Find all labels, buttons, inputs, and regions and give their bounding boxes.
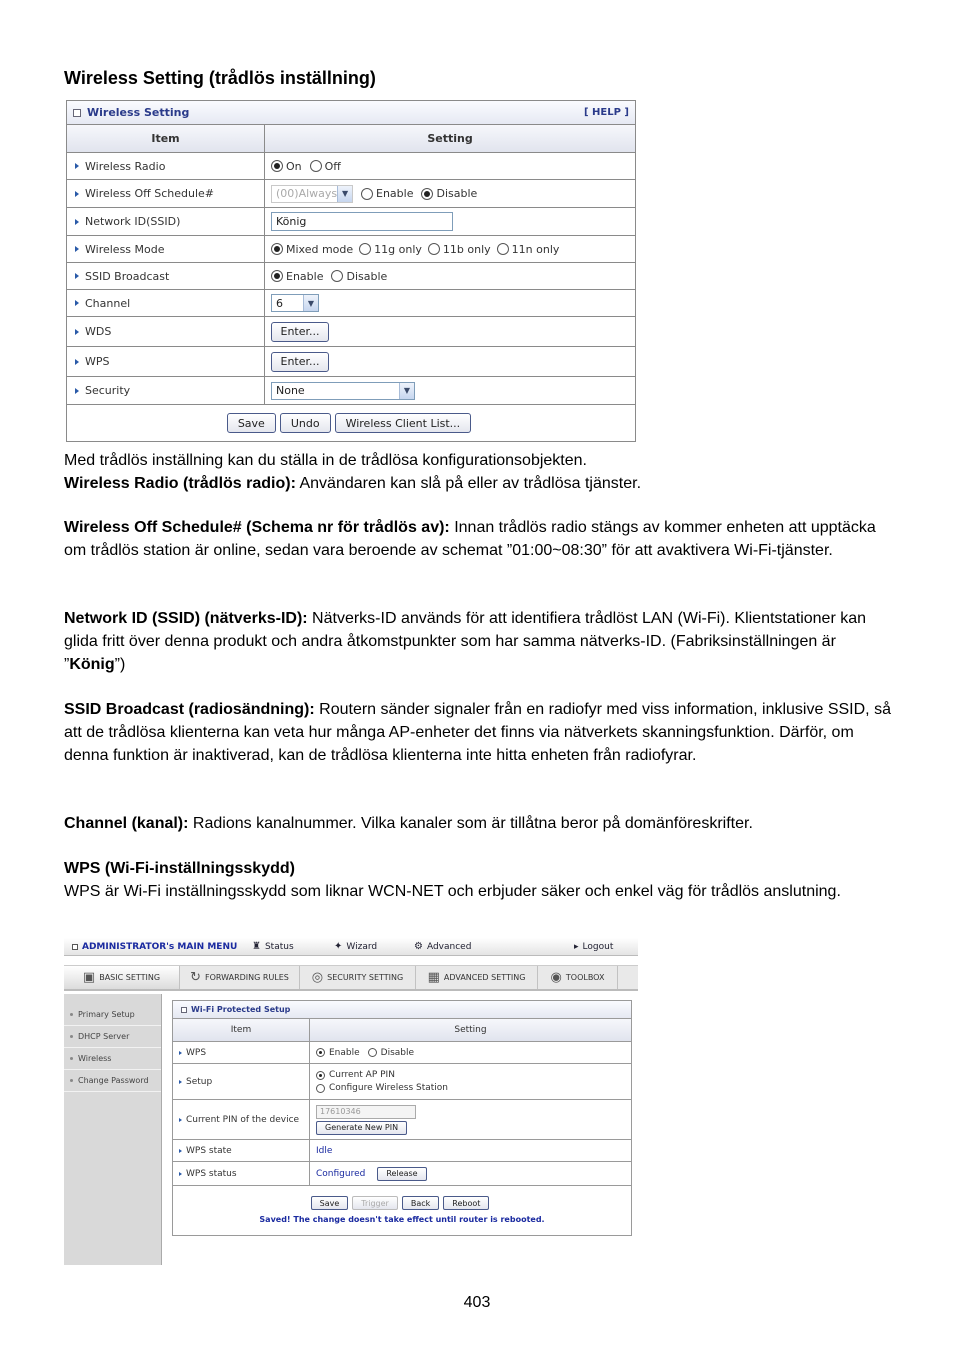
term-wireless-radio: Wireless Radio (trådlös radio): bbox=[64, 474, 296, 492]
square-icon bbox=[72, 944, 78, 950]
desc-ssid-broadcast: Routern sänder signaler från en radiofyr med viss information, inklusive SSID, så att de trådlösa klienterna kan veta hur många AP-enheter det finns via nätverkets skanningsfunktion. Därför, om denna funktion är inaktiverad, kan de trådlösa klienterna inte hitta enheten från radiofyrar. bbox=[64, 701, 891, 764]
row-label: WDS bbox=[85, 325, 112, 338]
row-label: WPS state bbox=[186, 1145, 232, 1156]
radio-icon[interactable] bbox=[310, 160, 322, 172]
row-current-pin bbox=[173, 1100, 631, 1140]
arrow-icon bbox=[179, 1118, 182, 1122]
panel-titlebar bbox=[67, 101, 635, 125]
term-ssid-broadcast: SSID Broadcast (radiosändning): bbox=[64, 701, 315, 718]
term-ssid: Network ID (SSID) (nätverks-ID): bbox=[64, 610, 308, 627]
basic-setting-icon: ▣ bbox=[82, 970, 96, 985]
arrow-icon bbox=[179, 1051, 182, 1055]
arrow-icon bbox=[75, 273, 79, 279]
channel-select[interactable] bbox=[271, 294, 319, 312]
row-wireless-mode bbox=[67, 236, 635, 263]
radio-label: On bbox=[286, 159, 302, 173]
row-label: Wireless Mode bbox=[85, 242, 165, 256]
wps-panel-title: Wi-Fi Protected Setup bbox=[191, 1005, 291, 1014]
arrow-icon bbox=[75, 191, 79, 197]
radio-label: Disable bbox=[380, 1047, 415, 1058]
col-setting-header: Setting bbox=[454, 1025, 487, 1035]
tab-toolbox[interactable] bbox=[538, 966, 618, 989]
sidebar-item-dhcp-server[interactable] bbox=[64, 1026, 161, 1048]
row-wps bbox=[67, 347, 635, 377]
radio-label: 11g only bbox=[374, 242, 422, 256]
radio-label: Mixed mode bbox=[286, 242, 354, 256]
desc-ssid: Nätverks-ID används för att identifiera trådlöst LAN (Wi-Fi). Klientstationer kan glida fritt över denna produkt och andra åtkomstpunkter som har samma nätverks-ID. (Fabriksinställningen är ” bbox=[64, 610, 867, 673]
bullet-icon bbox=[70, 1013, 73, 1016]
schedule-select[interactable] bbox=[271, 185, 353, 203]
radio-icon[interactable] bbox=[497, 243, 509, 255]
bullet-icon bbox=[70, 1035, 73, 1038]
radio-icon[interactable] bbox=[316, 1084, 325, 1093]
row-label: Wireless Off Schedule# bbox=[85, 187, 215, 200]
row-setup bbox=[173, 1064, 631, 1100]
admin-tabs bbox=[64, 965, 638, 991]
radio-broadcast-disable[interactable] bbox=[331, 270, 387, 283]
sidebar-label: DHCP Server bbox=[78, 1032, 130, 1041]
default-ssid-value: König bbox=[69, 655, 115, 673]
saved-message: Saved! The change doesn't take effect until router is rebooted. bbox=[259, 1215, 545, 1224]
arrow-icon bbox=[179, 1172, 182, 1176]
radio-icon[interactable] bbox=[359, 243, 371, 255]
intro-text: Med trådlös inställning kan du ställa in de trådlösa konfigurationsobjekten. bbox=[64, 452, 587, 469]
square-icon bbox=[73, 109, 81, 117]
undo-button[interactable]: Undo bbox=[280, 413, 331, 433]
advanced-setting-icon: ▦ bbox=[427, 970, 440, 985]
sidebar-item-wireless[interactable] bbox=[64, 1048, 161, 1070]
radio-selected-icon[interactable] bbox=[271, 243, 283, 255]
wds-enter-button[interactable]: Enter... bbox=[271, 322, 329, 342]
radio-label: Off bbox=[324, 159, 341, 173]
radio-label: Configure Wireless Station bbox=[329, 1083, 448, 1093]
row-wps-status bbox=[173, 1162, 631, 1186]
row-label: WPS status bbox=[186, 1168, 237, 1179]
chevron-down-icon[interactable]: ▼ bbox=[303, 295, 318, 311]
arrow-icon bbox=[75, 359, 79, 365]
forwarding-icon: ↻ bbox=[190, 970, 201, 985]
advanced-label: Advanced bbox=[426, 941, 472, 952]
wps-table-header bbox=[173, 1019, 631, 1042]
radio-wps-enable[interactable] bbox=[316, 1048, 360, 1058]
bullet-icon bbox=[70, 1079, 73, 1082]
save-button[interactable]: Save bbox=[311, 1196, 349, 1210]
row-ssid bbox=[67, 208, 635, 236]
arrow-icon bbox=[75, 300, 79, 306]
radio-label: Disable bbox=[436, 187, 478, 200]
arrow-icon bbox=[179, 1080, 182, 1084]
radio-selected-icon[interactable] bbox=[271, 270, 283, 282]
back-button[interactable]: Back bbox=[402, 1196, 439, 1210]
wireless-setting-panel bbox=[66, 100, 636, 442]
row-off-schedule bbox=[67, 180, 635, 208]
tab-label: FORWARDING RULES bbox=[205, 973, 289, 982]
radio-label: Disable bbox=[346, 269, 388, 283]
row-security bbox=[67, 377, 635, 405]
radio-icon[interactable] bbox=[368, 1048, 377, 1057]
status-link[interactable] bbox=[252, 941, 334, 952]
radio-selected-icon[interactable] bbox=[316, 1048, 325, 1057]
row-label: Channel bbox=[85, 296, 131, 310]
desc-off-schedule: Innan trådlös radio stängs av kommer enheten att upptäcka om trådlös station är online, sedan vara beroende av schemat ”01:00~08:30” för att avaktivera Wi-Fi-tjänster. bbox=[64, 519, 876, 559]
square-icon bbox=[181, 1007, 187, 1013]
radio-configure-station[interactable] bbox=[316, 1083, 448, 1093]
wizard-icon: ✦ bbox=[334, 941, 343, 952]
row-label: Wireless Radio bbox=[85, 159, 166, 173]
radio-selected-icon[interactable] bbox=[316, 1071, 325, 1080]
paragraph-wps bbox=[64, 858, 894, 904]
paragraph-channel bbox=[64, 813, 894, 836]
panel-footer bbox=[67, 405, 635, 441]
wps-screenshot bbox=[64, 938, 638, 1265]
logout-label: Logout bbox=[582, 941, 614, 952]
sidebar-label: Wireless bbox=[78, 1054, 112, 1063]
help-link[interactable]: [ HELP ] bbox=[583, 107, 629, 118]
col-setting-header: Setting bbox=[427, 132, 473, 145]
wps-panel-footer bbox=[173, 1186, 631, 1234]
row-wps-state bbox=[173, 1140, 631, 1162]
wizard-label: Wizard bbox=[346, 941, 378, 952]
sidebar-item-change-password[interactable] bbox=[64, 1070, 161, 1092]
paragraph-ssid bbox=[64, 608, 894, 676]
select-value: None bbox=[276, 384, 305, 397]
radio-icon[interactable] bbox=[428, 243, 440, 255]
toolbox-icon: ◉ bbox=[550, 970, 562, 985]
wps-state-value: Idle bbox=[316, 1145, 333, 1156]
arrow-icon bbox=[75, 219, 79, 225]
tab-security-setting[interactable] bbox=[300, 966, 416, 989]
radio-schedule-enable[interactable] bbox=[361, 187, 413, 200]
tab-advanced-setting[interactable] bbox=[416, 966, 538, 989]
tab-label: TOOLBOX bbox=[565, 973, 605, 982]
generate-pin-button[interactable]: Generate New PIN bbox=[316, 1121, 407, 1135]
radio-label: Enable bbox=[329, 1047, 360, 1058]
radio-current-ap-pin[interactable] bbox=[316, 1070, 395, 1080]
row-label: WPS bbox=[186, 1047, 207, 1058]
radio-selected-icon[interactable] bbox=[271, 160, 283, 172]
desc-ssid-end: ”) bbox=[114, 655, 126, 673]
advanced-icon: ⚙ bbox=[414, 941, 423, 952]
desc-wireless-radio: Användaren kan slå på eller av trådlösa tjänster. bbox=[295, 474, 642, 492]
main-menu-title bbox=[72, 942, 252, 952]
row-label: Setup bbox=[186, 1076, 213, 1087]
row-ssid-broadcast bbox=[67, 263, 635, 290]
wps-panel-titlebar bbox=[173, 1001, 631, 1019]
radio-label: Current AP PIN bbox=[329, 1070, 395, 1080]
sidebar-item-primary-setup[interactable] bbox=[64, 1004, 161, 1026]
table-header bbox=[67, 125, 635, 153]
status-icon: ♜ bbox=[252, 941, 261, 952]
row-channel bbox=[67, 290, 635, 317]
radio-mixed-mode[interactable] bbox=[271, 243, 353, 256]
wizard-link[interactable] bbox=[334, 941, 414, 952]
paragraph-intro bbox=[64, 450, 894, 496]
tab-label: SECURITY SETTING bbox=[327, 973, 404, 982]
select-value: 6 bbox=[276, 296, 283, 310]
wps-status-value: Configured bbox=[316, 1168, 366, 1179]
radio-label: 11n only bbox=[511, 242, 560, 256]
trigger-button[interactable]: Trigger bbox=[352, 1196, 398, 1210]
row-label: Security bbox=[85, 384, 131, 397]
row-label: SSID Broadcast bbox=[85, 269, 170, 283]
row-wps-enable bbox=[173, 1042, 631, 1064]
sidebar-label: Change Password bbox=[78, 1076, 149, 1085]
page-number: 403 bbox=[463, 1294, 491, 1311]
row-wireless-radio bbox=[67, 153, 635, 180]
radio-label: 11b only bbox=[442, 242, 491, 256]
paragraph-schedule bbox=[64, 517, 894, 563]
radio-11b-only[interactable] bbox=[428, 243, 491, 256]
chevron-down-icon[interactable]: ▼ bbox=[399, 383, 414, 399]
col-item-header: Item bbox=[173, 1019, 310, 1041]
wireless-client-list-button[interactable]: Wireless Client List... bbox=[335, 413, 472, 433]
arrow-icon bbox=[75, 388, 79, 394]
arrow-icon bbox=[75, 163, 79, 169]
security-select[interactable] bbox=[271, 382, 415, 400]
arrow-icon bbox=[75, 246, 79, 252]
wps-panel bbox=[172, 1000, 632, 1236]
tab-label: ADVANCED SETTING bbox=[443, 973, 526, 982]
desc-channel: Radions kanalnummer. Vilka kanaler som är tillåtna beror på domänföreskrifter. bbox=[188, 815, 753, 832]
col-item-header: Item bbox=[67, 125, 265, 152]
ssid-input[interactable]: König bbox=[271, 212, 453, 231]
reboot-button[interactable]: Reboot bbox=[443, 1196, 489, 1210]
arrow-icon bbox=[75, 329, 79, 335]
arrow-icon bbox=[179, 1149, 182, 1153]
wps-enter-button[interactable]: Enter... bbox=[271, 352, 329, 372]
row-label: Network ID(SSID) bbox=[85, 215, 181, 228]
tab-label: BASIC SETTING bbox=[99, 973, 161, 982]
row-wds bbox=[67, 317, 635, 347]
release-button[interactable]: Release bbox=[377, 1167, 426, 1181]
section-heading: Wireless Setting (trådlös inställning) bbox=[64, 68, 376, 88]
panel-title: Wireless Setting bbox=[87, 106, 190, 119]
radio-broadcast-enable[interactable] bbox=[271, 270, 323, 283]
term-off-schedule: Wireless Off Schedule# (Schema nr för trådlös av): bbox=[64, 519, 450, 536]
paragraph-broadcast bbox=[64, 699, 894, 767]
admin-sidebar bbox=[64, 994, 162, 1265]
row-label: Current PIN of the device bbox=[186, 1114, 300, 1125]
radio-wps-disable[interactable] bbox=[368, 1048, 414, 1058]
advanced-link[interactable] bbox=[414, 941, 574, 952]
select-value: (00)Always bbox=[276, 187, 338, 200]
chevron-down-icon[interactable]: ▼ bbox=[337, 186, 352, 202]
radio-11n-only[interactable] bbox=[497, 243, 560, 256]
logout-link[interactable] bbox=[574, 942, 613, 952]
admin-topbar bbox=[64, 938, 638, 956]
tab-basic-setting[interactable] bbox=[64, 966, 180, 989]
term-channel: Channel (kanal): bbox=[64, 815, 189, 832]
radio-icon[interactable] bbox=[361, 188, 373, 200]
status-label: Status bbox=[264, 941, 294, 952]
security-icon: ◎ bbox=[311, 970, 324, 985]
radio-off[interactable] bbox=[310, 160, 341, 173]
radio-11g-only[interactable] bbox=[359, 243, 422, 256]
radio-label: Enable bbox=[376, 187, 414, 200]
bullet-icon bbox=[70, 1057, 73, 1060]
sidebar-label: Primary Setup bbox=[78, 1010, 135, 1019]
save-button[interactable]: Save bbox=[227, 413, 276, 433]
pin-input[interactable]: 17610346 bbox=[316, 1105, 416, 1119]
radio-label: Enable bbox=[286, 269, 324, 283]
arrow-right-icon: ▸ bbox=[574, 941, 579, 952]
term-wps: WPS (Wi-Fi-inställningsskydd) bbox=[64, 860, 295, 877]
menu-title-text: ADMINISTRATOR's MAIN MENU bbox=[82, 941, 238, 952]
desc-wps: WPS är Wi-Fi inställningsskydd som liknar WCN-NET och erbjuder säker och enkel väg för trådlös anslutning. bbox=[64, 882, 841, 900]
radio-icon[interactable] bbox=[331, 270, 343, 282]
radio-on[interactable] bbox=[271, 160, 302, 173]
radio-schedule-disable[interactable] bbox=[421, 187, 477, 200]
radio-selected-icon[interactable] bbox=[421, 188, 433, 200]
row-label: WPS bbox=[85, 355, 110, 368]
tab-forwarding-rules[interactable] bbox=[180, 966, 300, 989]
